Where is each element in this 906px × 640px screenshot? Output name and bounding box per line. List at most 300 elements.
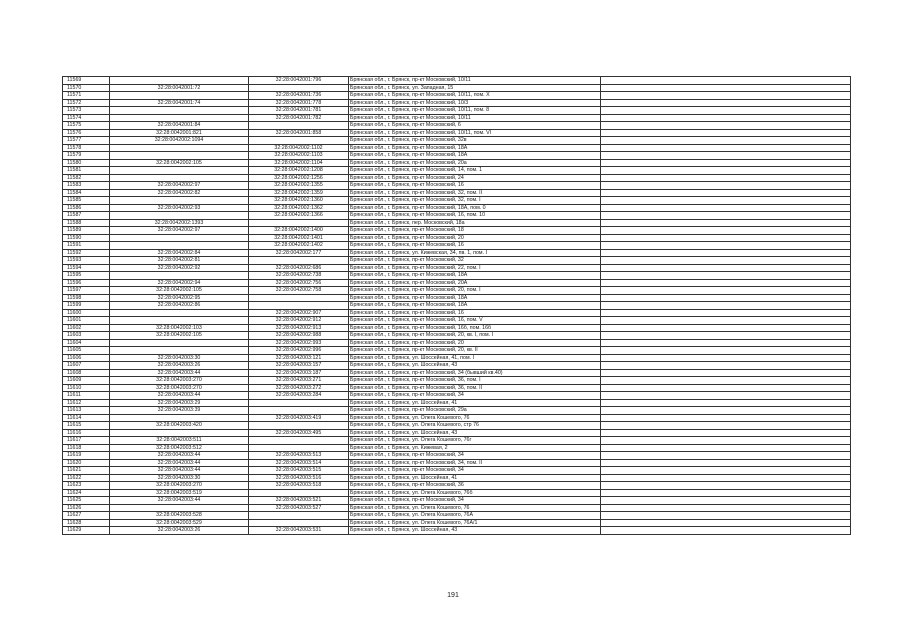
land-cadastral-number: 32:28:0042002:86 bbox=[110, 302, 249, 310]
empty-cell bbox=[601, 122, 851, 130]
empty-cell bbox=[601, 107, 851, 115]
building-cadastral-number bbox=[249, 407, 349, 415]
row-number: 11572 bbox=[63, 99, 110, 107]
row-number: 11607 bbox=[63, 362, 110, 370]
empty-cell bbox=[601, 77, 851, 85]
empty-cell bbox=[601, 444, 851, 452]
row-number: 11599 bbox=[63, 302, 110, 310]
empty-cell bbox=[601, 339, 851, 347]
address: Брянская обл., г. Брянск, пр-кт Московский, 34 (бывший кв.40) bbox=[349, 369, 601, 377]
table-row bbox=[63, 489, 851, 497]
building-cadastral-number bbox=[249, 122, 349, 130]
empty-cell bbox=[601, 407, 851, 415]
table-row bbox=[63, 107, 851, 115]
address: Брянская обл., г. Брянск, ул. Шоссейная, 41, пом. I bbox=[349, 354, 601, 362]
row-number: 11594 bbox=[63, 264, 110, 272]
building-cadastral-number: 32:28:0042003:514 bbox=[249, 459, 349, 467]
building-cadastral-number: 32:28:0042002:1401 bbox=[249, 234, 349, 242]
address: Брянская обл., г. Брянск, пр-кт Московский, 34 bbox=[349, 467, 601, 475]
empty-cell bbox=[601, 219, 851, 227]
empty-cell bbox=[601, 377, 851, 385]
table-row bbox=[63, 294, 851, 302]
address: Брянская обл., г. Брянск, пр-кт Московский, 34 bbox=[349, 392, 601, 400]
address: Брянская обл., г. Брянск, пр-кт Московский, 10/11, пом. 8 bbox=[349, 107, 601, 115]
land-cadastral-number: 32:28:0042003:39 bbox=[110, 407, 249, 415]
address: Брянская обл., г. Брянск, ул. Шоссейная, 43 bbox=[349, 429, 601, 437]
table-row bbox=[63, 482, 851, 490]
empty-cell bbox=[601, 369, 851, 377]
empty-cell bbox=[601, 294, 851, 302]
table-row bbox=[63, 77, 851, 85]
building-cadastral-number: 32:28:0042002:1256 bbox=[249, 174, 349, 182]
page-number: 191 bbox=[447, 592, 459, 599]
land-cadastral-number bbox=[110, 414, 249, 422]
table-row bbox=[63, 317, 851, 325]
row-number: 11595 bbox=[63, 272, 110, 280]
table-row bbox=[63, 324, 851, 332]
land-cadastral-number: 32:28:0042003:44 bbox=[110, 467, 249, 475]
table-row bbox=[63, 249, 851, 257]
address: Брянская обл., г. Брянск, пр-кт Московский, 20, пом. I bbox=[349, 287, 601, 295]
empty-cell bbox=[601, 399, 851, 407]
land-cadastral-number: 32:28:0042002:97 bbox=[110, 182, 249, 190]
row-number: 11596 bbox=[63, 279, 110, 287]
empty-cell bbox=[601, 324, 851, 332]
land-cadastral-number bbox=[110, 107, 249, 115]
row-number: 11606 bbox=[63, 354, 110, 362]
address: Брянская обл., г. Брянск, пр-кт Московский, 16б, пом. 16б bbox=[349, 324, 601, 332]
empty-cell bbox=[601, 429, 851, 437]
row-number: 11576 bbox=[63, 129, 110, 137]
row-number: 11629 bbox=[63, 527, 110, 535]
building-cadastral-number: 32:28:0042002:756 bbox=[249, 279, 349, 287]
building-cadastral-number: 32:28:0042001:796 bbox=[249, 77, 349, 85]
land-cadastral-number: 32:28:0042003:519 bbox=[110, 489, 249, 497]
building-cadastral-number bbox=[249, 84, 349, 92]
address: Брянская обл., г. Брянск, пр-кт Московский, 18А bbox=[349, 302, 601, 310]
empty-cell bbox=[601, 347, 851, 355]
table-row bbox=[63, 167, 851, 175]
table-row bbox=[63, 257, 851, 265]
land-cadastral-number: 32:28:0042002:95 bbox=[110, 294, 249, 302]
empty-cell bbox=[601, 497, 851, 505]
address: Брянская обл., г. Брянск, пр-кт Московский, 16, пом. V bbox=[349, 317, 601, 325]
row-number: 11578 bbox=[63, 144, 110, 152]
building-cadastral-number: 32:28:0042002:1103 bbox=[249, 152, 349, 160]
table-row bbox=[63, 377, 851, 385]
row-number: 11600 bbox=[63, 309, 110, 317]
building-cadastral-number: 32:28:0042002:686 bbox=[249, 264, 349, 272]
empty-cell bbox=[601, 159, 851, 167]
row-number: 11592 bbox=[63, 249, 110, 257]
table-row bbox=[63, 189, 851, 197]
land-cadastral-number bbox=[110, 92, 249, 100]
empty-cell bbox=[601, 174, 851, 182]
row-number: 11620 bbox=[63, 459, 110, 467]
empty-cell bbox=[601, 234, 851, 242]
land-cadastral-number bbox=[110, 77, 249, 85]
land-cadastral-number: 32:28:0042002:82 bbox=[110, 189, 249, 197]
land-cadastral-number: 32:28:0042003:30 bbox=[110, 354, 249, 362]
empty-cell bbox=[601, 422, 851, 430]
empty-cell bbox=[601, 489, 851, 497]
building-cadastral-number: 32:28:0042001:782 bbox=[249, 114, 349, 122]
land-cadastral-number: 32:28:0042001:74 bbox=[110, 99, 249, 107]
land-cadastral-number: 32:28:0042002:84 bbox=[110, 249, 249, 257]
row-number: 11601 bbox=[63, 317, 110, 325]
land-cadastral-number: 32:28:0042003:30 bbox=[110, 474, 249, 482]
empty-cell bbox=[601, 257, 851, 265]
building-cadastral-number: 32:28:0042002:907 bbox=[249, 309, 349, 317]
building-cadastral-number bbox=[249, 444, 349, 452]
row-number: 11586 bbox=[63, 204, 110, 212]
land-cadastral-number: 32:28:0042002:94 bbox=[110, 279, 249, 287]
land-cadastral-number: 32:28:0042002:105 bbox=[110, 332, 249, 340]
land-cadastral-number bbox=[110, 339, 249, 347]
empty-cell bbox=[601, 527, 851, 535]
table-row bbox=[63, 332, 851, 340]
table-row bbox=[63, 354, 851, 362]
building-cadastral-number: 32:28:0042003:531 bbox=[249, 527, 349, 535]
building-cadastral-number: 32:28:0042002:1102 bbox=[249, 144, 349, 152]
table-row bbox=[63, 84, 851, 92]
land-cadastral-number: 32:28:0042002:1094 bbox=[110, 137, 249, 145]
table-row bbox=[63, 144, 851, 152]
building-cadastral-number: 32:28:0042002:1362 bbox=[249, 204, 349, 212]
row-number: 11597 bbox=[63, 287, 110, 295]
address: Брянская обл., г. Брянск, ул. Олега Кошевого, стр 76 bbox=[349, 422, 601, 430]
table-row bbox=[63, 152, 851, 160]
building-cadastral-number: 32:28:0042003:527 bbox=[249, 504, 349, 512]
building-cadastral-number: 32:28:0042001:781 bbox=[249, 107, 349, 115]
address: Брянская обл., г. Брянск, пр-кт Московский, 10/11, пом. VI bbox=[349, 129, 601, 137]
row-number: 11571 bbox=[63, 92, 110, 100]
building-cadastral-number: 32:28:0042002:1360 bbox=[249, 197, 349, 205]
row-number: 11598 bbox=[63, 294, 110, 302]
table-row bbox=[63, 279, 851, 287]
address: Брянская обл., г. Брянск, пр-кт Московский, 29а bbox=[349, 407, 601, 415]
address: Брянская обл., г. Брянск, пр-кт Московский, 20, кв. I, пом. I bbox=[349, 332, 601, 340]
table-row bbox=[63, 302, 851, 310]
building-cadastral-number bbox=[249, 257, 349, 265]
empty-cell bbox=[601, 144, 851, 152]
table-row bbox=[63, 122, 851, 130]
empty-cell bbox=[601, 204, 851, 212]
land-cadastral-number bbox=[110, 272, 249, 280]
address: Брянская обл., г. Брянск, ул. Олега Кошевого, 76 bbox=[349, 504, 601, 512]
empty-cell bbox=[601, 302, 851, 310]
table-row bbox=[63, 459, 851, 467]
address: Брянская обл., г. Брянск, пр-кт Московский, 10/11, пом. X bbox=[349, 92, 601, 100]
table-row bbox=[63, 114, 851, 122]
table-row bbox=[63, 422, 851, 430]
empty-cell bbox=[601, 467, 851, 475]
land-cadastral-number: 32:28:0042003:270 bbox=[110, 482, 249, 490]
address: Брянская обл., г. Брянск, пр-кт Московский, 10/11 bbox=[349, 114, 601, 122]
table-row bbox=[63, 197, 851, 205]
row-number: 11614 bbox=[63, 414, 110, 422]
empty-cell bbox=[601, 459, 851, 467]
row-number: 11590 bbox=[63, 234, 110, 242]
table-row bbox=[63, 129, 851, 137]
row-number: 11621 bbox=[63, 467, 110, 475]
address: Брянская обл., г. Брянск, ул. Олега Кошевого, 76А/1 bbox=[349, 519, 601, 527]
row-number: 11628 bbox=[63, 519, 110, 527]
row-number: 11570 bbox=[63, 84, 110, 92]
address: Брянская обл., г. Брянск, пр-кт Московский, 18А bbox=[349, 272, 601, 280]
land-cadastral-number bbox=[110, 347, 249, 355]
building-cadastral-number: 32:28:0042003:521 bbox=[249, 497, 349, 505]
building-cadastral-number: 32:28:0042002:1104 bbox=[249, 159, 349, 167]
building-cadastral-number: 32:28:0042003:513 bbox=[249, 452, 349, 460]
building-cadastral-number: 32:28:0042002:1208 bbox=[249, 167, 349, 175]
row-number: 11602 bbox=[63, 324, 110, 332]
address: Брянская обл., г. Брянск, пр-кт Московский, 32, пом. I bbox=[349, 197, 601, 205]
address: Брянская обл., г. Брянск, ул. Западная, 15 bbox=[349, 84, 601, 92]
table-row bbox=[63, 437, 851, 445]
row-number: 11618 bbox=[63, 444, 110, 452]
table-row bbox=[63, 219, 851, 227]
address: Брянская обл., г. Брянск, пр-кт Московский, 10/11 bbox=[349, 77, 601, 85]
table-row bbox=[63, 444, 851, 452]
building-cadastral-number bbox=[249, 437, 349, 445]
row-number: 11612 bbox=[63, 399, 110, 407]
building-cadastral-number: 32:28:0042002:913 bbox=[249, 324, 349, 332]
row-number: 11587 bbox=[63, 212, 110, 220]
address: Брянская обл., г. Брянск, ул. Олега Кошевого, 76 bbox=[349, 414, 601, 422]
table-row bbox=[63, 182, 851, 190]
table-row bbox=[63, 527, 851, 535]
address: Брянская обл., г. Брянск, пр-кт Московский, 32, пом. II bbox=[349, 189, 601, 197]
address: Брянская обл., г. Брянск, пер. Московский, 18а bbox=[349, 219, 601, 227]
building-cadastral-number: 32:28:0042003:271 bbox=[249, 377, 349, 385]
building-cadastral-number: 32:28:0042003:272 bbox=[249, 384, 349, 392]
table-row bbox=[63, 452, 851, 460]
table-row bbox=[63, 242, 851, 250]
land-cadastral-number: 32:28:0042003:528 bbox=[110, 512, 249, 520]
address: Брянская обл., г. Брянск, пр-кт Московский, 18 bbox=[349, 227, 601, 235]
table-row bbox=[63, 519, 851, 527]
land-cadastral-number bbox=[110, 152, 249, 160]
land-cadastral-number: 32:28:0042002:103 bbox=[110, 324, 249, 332]
building-cadastral-number: 32:28:0042003:284 bbox=[249, 392, 349, 400]
row-number: 11577 bbox=[63, 137, 110, 145]
address: Брянская обл., г. Брянск, пр-кт Московский, 36, пом. I bbox=[349, 377, 601, 385]
building-cadastral-number: 32:28:0042003:419 bbox=[249, 414, 349, 422]
building-cadastral-number: 32:28:0042003:157 bbox=[249, 362, 349, 370]
address: Брянская обл., г. Брянск, пр-кт Московский, 16 bbox=[349, 309, 601, 317]
address: Брянская обл., г. Брянск, ул. Кижевская, 34, пв. 1, пом. I bbox=[349, 249, 601, 257]
row-number: 11574 bbox=[63, 114, 110, 122]
building-cadastral-number: 32:28:0042002:993 bbox=[249, 339, 349, 347]
address: Брянская обл., г. Брянск, ул. Шоссейная, 41 bbox=[349, 474, 601, 482]
address: Брянская обл., г. Брянск, ул. Шоссейная, 41 bbox=[349, 399, 601, 407]
land-cadastral-number bbox=[110, 167, 249, 175]
empty-cell bbox=[601, 227, 851, 235]
table-row bbox=[63, 474, 851, 482]
row-number: 11611 bbox=[63, 392, 110, 400]
land-cadastral-number: 32:28:0042002:92 bbox=[110, 264, 249, 272]
empty-cell bbox=[601, 189, 851, 197]
table-body bbox=[63, 77, 851, 535]
land-cadastral-number bbox=[110, 197, 249, 205]
address: Брянская обл., г. Брянск, пр-кт Московский, 6 bbox=[349, 122, 601, 130]
land-cadastral-number bbox=[110, 317, 249, 325]
address: Брянская обл., г. Брянск, пр-кт Московский, 16 bbox=[349, 242, 601, 250]
table-row bbox=[63, 92, 851, 100]
address: Брянская обл., г. Брянск, пр-кт Московский, 36, пом. II bbox=[349, 384, 601, 392]
row-number: 11580 bbox=[63, 159, 110, 167]
land-cadastral-number: 32:28:0042003:44 bbox=[110, 459, 249, 467]
land-cadastral-number: 32:28:0042003:44 bbox=[110, 497, 249, 505]
row-number: 11589 bbox=[63, 227, 110, 235]
building-cadastral-number: 32:28:0042001:778 bbox=[249, 99, 349, 107]
building-cadastral-number: 32:28:0042003:121 bbox=[249, 354, 349, 362]
row-number: 11581 bbox=[63, 167, 110, 175]
address: Брянская обл., г. Брянск, пр-кт Московский, 20, кв. II bbox=[349, 347, 601, 355]
address: Брянская обл., г. Брянск, пр-кт Московский, 18А bbox=[349, 152, 601, 160]
table-row bbox=[63, 272, 851, 280]
table-row bbox=[63, 414, 851, 422]
building-cadastral-number: 32:28:0042001:736 bbox=[249, 92, 349, 100]
row-number: 11622 bbox=[63, 474, 110, 482]
row-number: 11627 bbox=[63, 512, 110, 520]
empty-cell bbox=[601, 317, 851, 325]
address: Брянская обл., г. Брянск, пр-кт Московский, 14, пом. 1 bbox=[349, 167, 601, 175]
address: Брянская обл., г. Брянск, ул. Олега Кошевого, 76б bbox=[349, 489, 601, 497]
address: Брянская обл., г. Брянск, пр-кт Московский, 20 bbox=[349, 339, 601, 347]
empty-cell bbox=[601, 519, 851, 527]
address: Брянская обл., г. Брянск, пр-кт Московский, 32 bbox=[349, 257, 601, 265]
table-row bbox=[63, 399, 851, 407]
empty-cell bbox=[601, 129, 851, 137]
empty-cell bbox=[601, 242, 851, 250]
empty-cell bbox=[601, 152, 851, 160]
building-cadastral-number bbox=[249, 519, 349, 527]
empty-cell bbox=[601, 482, 851, 490]
empty-cell bbox=[601, 354, 851, 362]
row-number: 11616 bbox=[63, 429, 110, 437]
cadastral-table bbox=[62, 76, 851, 535]
land-cadastral-number: 32:28:0042003:44 bbox=[110, 392, 249, 400]
building-cadastral-number bbox=[249, 399, 349, 407]
building-cadastral-number: 32:28:0042002:1400 bbox=[249, 227, 349, 235]
table-row bbox=[63, 204, 851, 212]
row-number: 11573 bbox=[63, 107, 110, 115]
empty-cell bbox=[601, 137, 851, 145]
building-cadastral-number: 32:28:0042002:1359 bbox=[249, 189, 349, 197]
building-cadastral-number bbox=[249, 422, 349, 430]
land-cadastral-number: 32:28:0042003:420 bbox=[110, 422, 249, 430]
row-number: 11610 bbox=[63, 384, 110, 392]
land-cadastral-number bbox=[110, 234, 249, 242]
address: Брянская обл., г. Брянск, ул. Шоссейная, 43 bbox=[349, 362, 601, 370]
land-cadastral-number: 32:28:0042003:529 bbox=[110, 519, 249, 527]
row-number: 11619 bbox=[63, 452, 110, 460]
land-cadastral-number: 32:28:0042001:821 bbox=[110, 129, 249, 137]
table-row bbox=[63, 234, 851, 242]
row-number: 11615 bbox=[63, 422, 110, 430]
table-row bbox=[63, 369, 851, 377]
building-cadastral-number: 32:28:0042002:177 bbox=[249, 249, 349, 257]
land-cadastral-number bbox=[110, 504, 249, 512]
empty-cell bbox=[601, 287, 851, 295]
building-cadastral-number bbox=[249, 137, 349, 145]
table-row bbox=[63, 504, 851, 512]
table-row bbox=[63, 264, 851, 272]
empty-cell bbox=[601, 279, 851, 287]
building-cadastral-number: 32:28:0042002:758 bbox=[249, 287, 349, 295]
land-cadastral-number: 32:28:0042002:105 bbox=[110, 159, 249, 167]
address: Брянская обл., г. Брянск, пр-кт Московский, 34, пом. II bbox=[349, 459, 601, 467]
land-cadastral-number: 32:28:0042001:72 bbox=[110, 84, 249, 92]
empty-cell bbox=[601, 167, 851, 175]
address: Брянская обл., г. Брянск, пр-кт Московский, 34 bbox=[349, 497, 601, 505]
table-row bbox=[63, 309, 851, 317]
building-cadastral-number: 32:28:0042001:858 bbox=[249, 129, 349, 137]
row-number: 11593 bbox=[63, 257, 110, 265]
table-row bbox=[63, 497, 851, 505]
row-number: 11613 bbox=[63, 407, 110, 415]
table-row bbox=[63, 362, 851, 370]
address: Брянская обл., г. Брянск, ул. Олега Кошевого, 76г bbox=[349, 437, 601, 445]
table-row bbox=[63, 407, 851, 415]
empty-cell bbox=[601, 212, 851, 220]
row-number: 11575 bbox=[63, 122, 110, 130]
address: Брянская обл., г. Брянск, пр-кт Московский, 34 bbox=[349, 452, 601, 460]
address: Брянская обл., г. Брянск, ул. Шоссейная, 43 bbox=[349, 527, 601, 535]
empty-cell bbox=[601, 384, 851, 392]
address: Брянская обл., г. Брянск, ул. Олега Кошевого, 76А bbox=[349, 512, 601, 520]
address: Брянская обл., г. Брянск, пр-кт Московский, 24 bbox=[349, 174, 601, 182]
land-cadastral-number bbox=[110, 174, 249, 182]
table-row bbox=[63, 429, 851, 437]
building-cadastral-number bbox=[249, 489, 349, 497]
row-number: 11591 bbox=[63, 242, 110, 250]
row-number: 11603 bbox=[63, 332, 110, 340]
address: Брянская обл., г. Брянск, пр-кт Московский, 16, пом. 10 bbox=[349, 212, 601, 220]
building-cadastral-number bbox=[249, 512, 349, 520]
row-number: 11569 bbox=[63, 77, 110, 85]
land-cadastral-number: 32:28:0042003:26 bbox=[110, 527, 249, 535]
building-cadastral-number: 32:28:0042002:1402 bbox=[249, 242, 349, 250]
land-cadastral-number: 32:28:0042002:105 bbox=[110, 287, 249, 295]
row-number: 11585 bbox=[63, 197, 110, 205]
table-row bbox=[63, 347, 851, 355]
table-row bbox=[63, 212, 851, 220]
empty-cell bbox=[601, 197, 851, 205]
address: Брянская обл., г. Брянск, пр-кт Московский, 20а bbox=[349, 159, 601, 167]
land-cadastral-number: 32:28:0042003:270 bbox=[110, 384, 249, 392]
land-cadastral-number: 32:28:0042002:81 bbox=[110, 257, 249, 265]
land-cadastral-number: 32:28:0042003:511 bbox=[110, 437, 249, 445]
building-cadastral-number: 32:28:0042003:515 bbox=[249, 467, 349, 475]
empty-cell bbox=[601, 474, 851, 482]
empty-cell bbox=[601, 332, 851, 340]
building-cadastral-number bbox=[249, 219, 349, 227]
land-cadastral-number bbox=[110, 212, 249, 220]
building-cadastral-number: 32:28:0042002:1355 bbox=[249, 182, 349, 190]
row-number: 11604 bbox=[63, 339, 110, 347]
row-number: 11626 bbox=[63, 504, 110, 512]
table-row bbox=[63, 384, 851, 392]
row-number: 11588 bbox=[63, 219, 110, 227]
row-number: 11583 bbox=[63, 182, 110, 190]
building-cadastral-number: 32:28:0042002:996 bbox=[249, 347, 349, 355]
building-cadastral-number: 32:28:0042003:495 bbox=[249, 429, 349, 437]
land-cadastral-number: 32:28:0042001:84 bbox=[110, 122, 249, 130]
land-cadastral-number: 32:28:0042003:44 bbox=[110, 369, 249, 377]
